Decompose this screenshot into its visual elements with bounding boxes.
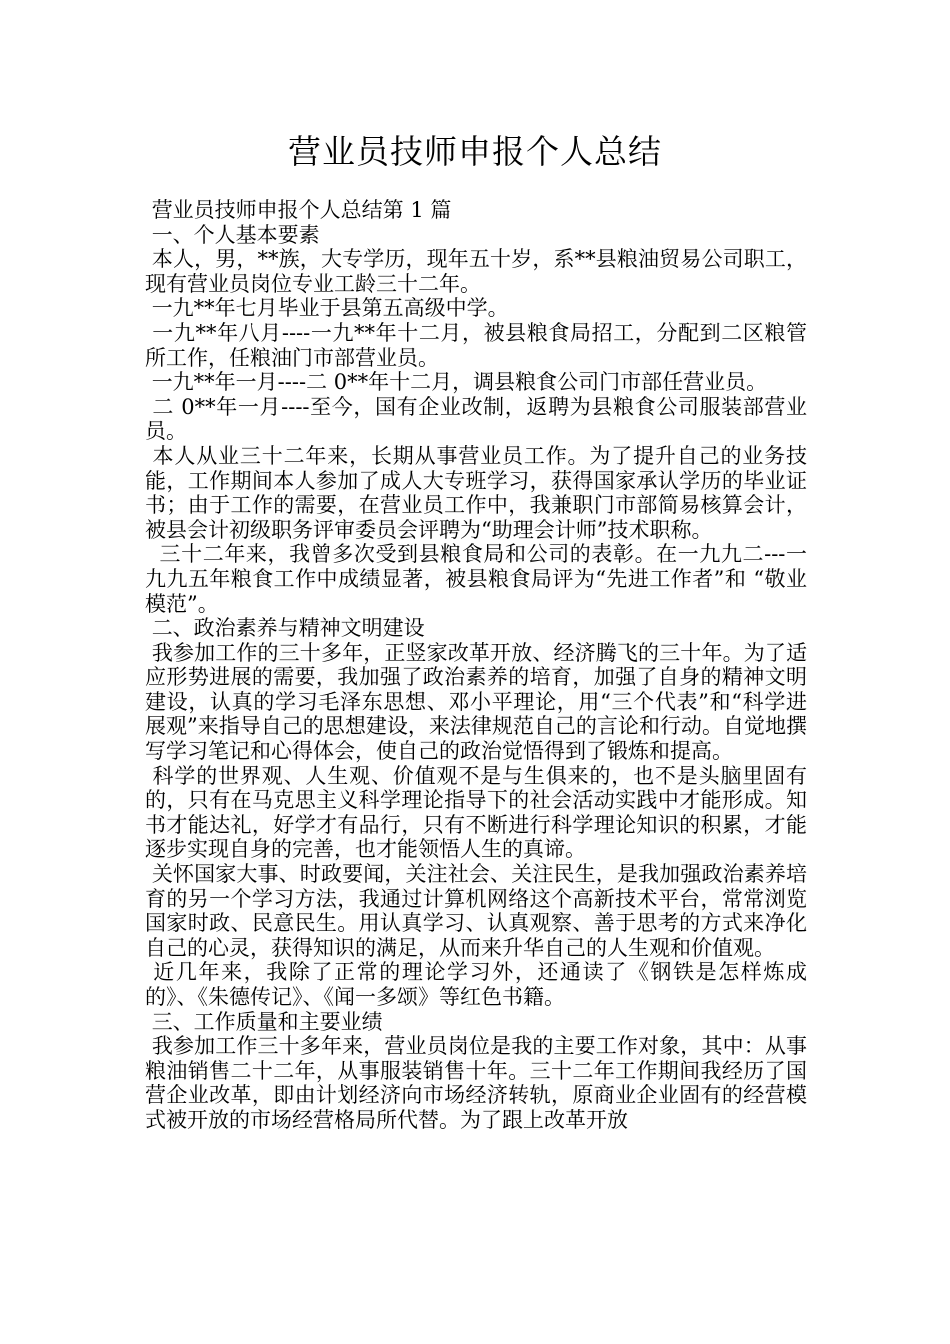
section-heading-political: 二、政治素养与精神文明建设 [145, 616, 425, 641]
paragraph: 一九**年七月毕业于县第五高级中学。 [145, 296, 509, 321]
paragraph: 近几年来，我除了正常的理论学习外，还通读了《钢铁是怎样炼成的》、《朱德传记》、《闻一多颂》等红色书籍。 [145, 960, 807, 1009]
paragraph: 关怀国家大事、时政要闻，关注社会、关注民生，是我加强政治素养培育的另一个学习方法，我通过计算机网络这个高新技术平台，常常浏览国家时政、民意民生。用认真学习、认真观察、善于思考的方式来净化自己的心灵，获得知识的满足，从而来升华自己的人生观和价值观。 [145, 862, 807, 960]
paragraph: 三十二年来，我曾多次受到县粮食局和公司的表彰。在一九九二---一九九五年粮食工作中成绩显著，被县粮食局评为“先进工作者”和 “敬业模范”。 [145, 542, 807, 616]
paragraph: 一九**年八月----一九**年十二月，被县粮食局招工，分配到二区粮管所工作，任粮油门市部营业员。 [145, 320, 807, 370]
paragraph: 我参加工作三十多年来，营业员岗位是我的主要工作对象，其中：从事粮油销售二十二年，从事服装销售十年。三十二年工作期间我经历了国营企业改革，即由计划经济向市场经济转轨，原商业企业固有的经营模式被开放的市场经营格局所代替。为了跟上改革开放 [145, 1034, 807, 1132]
paragraph: 本人从业三十二年来，长期从事营业员工作。为了提升自己的业务技能，工作期间本人参加了成人大专班学习，获得国家承认学历的毕业证书；由于工作的需要，在营业员工作中，我兼职门市部简易核算会计，被县会计初级职务评审委员会评聘为“助理会计师”技术职称。 [145, 443, 807, 542]
section-heading-basic-info: 一、个人基本要素 [145, 222, 320, 247]
document-body [145, 198, 807, 1133]
paragraph: 科学的世界观、人生观、价值观不是与生俱来的，也不是头脑里固有的，只有在马克思主义科学理论指导下的社会活动实践中才能形成。知书才能达礼，好学才有品行，只有不断进行科学理论知识的积累，才能逐步实现自身的完善，也才能领悟人生的真谛。 [145, 763, 807, 862]
section-heading-work-quality: 三、工作质量和主要业绩 [145, 1009, 383, 1034]
paragraph: 二 0**年一月----至今，国有企业改制，返聘为县粮食公司服装部营业员。 [145, 394, 807, 444]
paragraph: 一九**年一月----二 0**年十二月，调县粮食公司门市部任营业员。 [145, 370, 768, 395]
document-title: 营业员技师申报个人总结 [288, 132, 662, 171]
paragraph: 本人，男，**族，大专学历，现年五十岁，系**县粮油贸易公司职工，现有营业员岗位专业工龄三十二年。 [145, 247, 807, 296]
paragraph: 我参加工作的三十多年，正竖家改革开放、经济腾飞的三十年。为了适应形势进展的需要，我加强了政治素养的培育，加强了自身的精神文明建设，认真的学习毛泽东思想、邓小平理论，用“三个代表”和“科学进展观”来指导自己的思想建设，来法律规范自己的言论和行动。自觉地撰写学习笔记和心得体会，使自己的政治觉悟得到了锻炼和提高。 [145, 640, 807, 764]
paragraph-heading-article: 营业员技师申报个人总结第 1 篇 [145, 198, 452, 222]
